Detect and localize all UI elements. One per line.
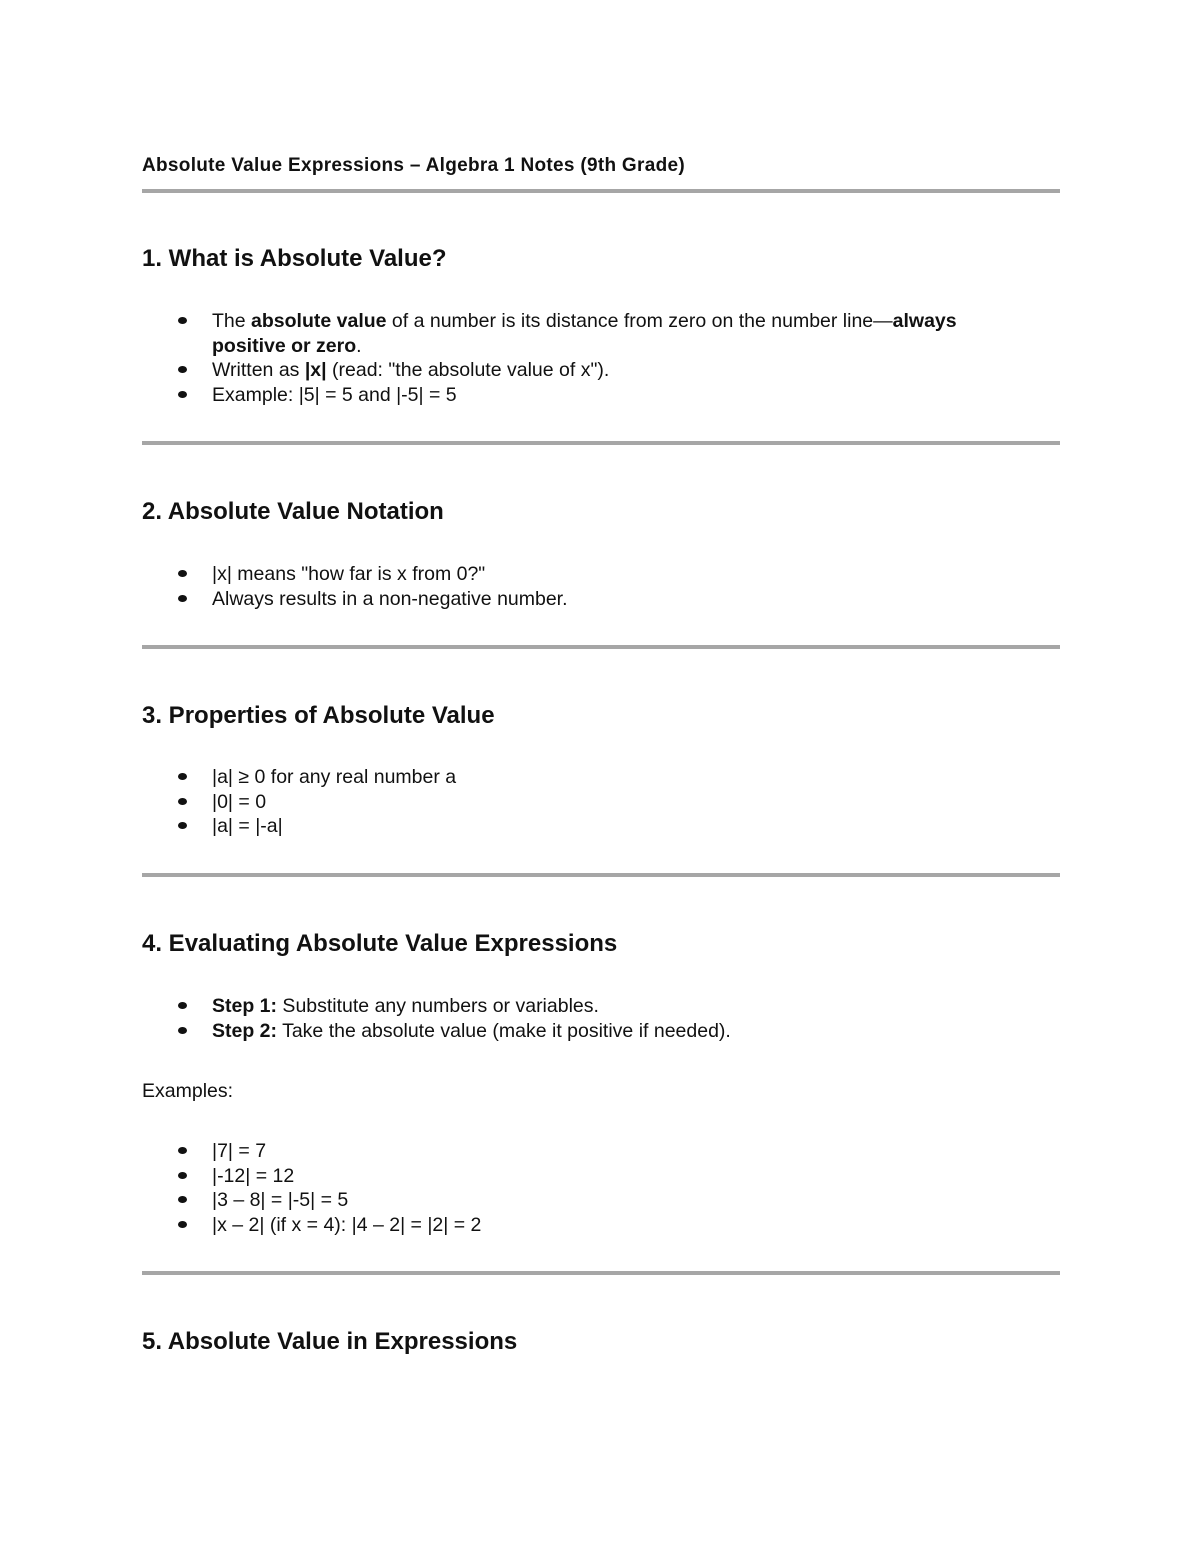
bold-term: |x| <box>304 359 327 381</box>
bullet-icon <box>178 595 187 602</box>
bullet-icon <box>178 570 187 577</box>
section-2-heading: 2. Absolute Value Notation <box>142 498 444 525</box>
text: |x| means "how far is x from 0?" <box>212 563 486 585</box>
section-2-list <box>142 562 1060 611</box>
list-item <box>142 814 1060 839</box>
list-item <box>142 358 1060 383</box>
text: of a number is its distance from zero on the number line— <box>386 310 893 332</box>
bullet-icon <box>178 773 187 780</box>
list-item <box>142 1213 1060 1238</box>
text: |-12| = 12 <box>212 1164 295 1187</box>
list-item <box>142 562 1060 587</box>
bullet-icon <box>178 317 187 324</box>
examples-label: Examples: <box>142 1080 234 1102</box>
text: (read: "the absolute value of x"). <box>326 359 610 381</box>
text: |3 – 8| = |-5| = 5 <box>212 1189 349 1211</box>
bold-term: absolute value <box>251 310 387 332</box>
text: |a| ≥ 0 for any real number a <box>212 766 457 788</box>
divider <box>142 189 1060 193</box>
bullet-icon <box>178 1172 187 1179</box>
document-title: Absolute Value Expressions – Algebra 1 Notes (9th Grade) <box>142 155 685 176</box>
step-label: Step 2: <box>212 1019 278 1042</box>
bullet-icon <box>178 1196 187 1203</box>
text: |x – 2| (if x = 4): |4 – 2| = |2| = 2 <box>212 1213 482 1236</box>
section-5-heading: 5. Absolute Value in Expressions <box>142 1328 518 1355</box>
bold-term: always <box>892 310 957 332</box>
list-item <box>142 1188 1060 1213</box>
bullet-icon <box>178 822 187 829</box>
bullet-icon <box>178 391 187 398</box>
section-4-heading: 4. Evaluating Absolute Value Expressions <box>142 930 618 957</box>
list-item <box>142 587 1060 612</box>
list-item <box>142 1139 1060 1164</box>
section-3-heading: 3. Properties of Absolute Value <box>142 702 495 729</box>
bullet-icon <box>178 1002 187 1009</box>
divider <box>142 441 1060 445</box>
list-item <box>142 383 1060 408</box>
bullet-icon <box>178 1221 187 1228</box>
list-item <box>142 994 1060 1019</box>
section-3-list <box>142 765 1060 839</box>
list-item <box>142 1164 1060 1189</box>
list-item <box>142 765 1060 790</box>
section-4-examples-list <box>142 1139 1060 1237</box>
section-1-list <box>142 309 1060 407</box>
bullet-icon <box>178 366 187 373</box>
text: |a| = |-a| <box>212 815 283 837</box>
divider <box>142 1271 1060 1275</box>
text: The <box>212 310 252 332</box>
list-item <box>142 790 1060 815</box>
bullet-icon <box>178 1027 187 1034</box>
text: Written as <box>212 359 305 381</box>
text: Always results in a non-negative number. <box>212 587 568 610</box>
bold-term: positive or zero <box>212 334 357 357</box>
list-item <box>142 1019 1060 1044</box>
section-4-steps-list <box>142 994 1060 1043</box>
step-label: Step 1: <box>212 995 278 1017</box>
bullet-icon <box>178 1147 187 1154</box>
bullet-icon <box>178 798 187 805</box>
text: Take the absolute value (make it positive if needed). <box>277 1019 731 1042</box>
divider <box>142 873 1060 877</box>
text: Example: |5| = 5 and |-5| = 5 <box>212 383 457 406</box>
list-item <box>142 309 1060 358</box>
text: . <box>356 334 362 357</box>
text: Substitute any numbers or variables. <box>277 995 599 1017</box>
section-1-heading: 1. What is Absolute Value? <box>142 245 447 272</box>
text: |0| = 0 <box>212 790 267 813</box>
divider <box>142 645 1060 649</box>
text: |7| = 7 <box>212 1140 267 1162</box>
